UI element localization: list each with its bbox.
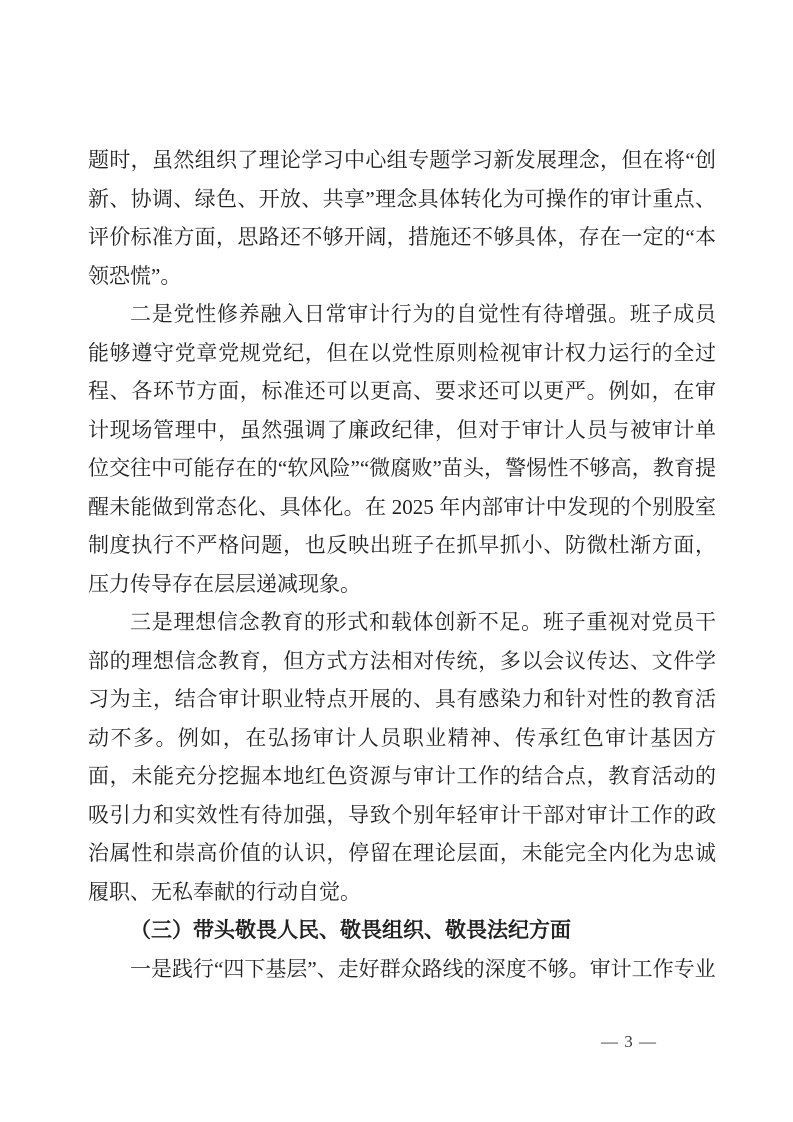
document-body bbox=[88, 141, 716, 988]
paragraph-continuation: 题时，虽然组织了理论学习中心组专题学习新发展理念，但在将“创新、协调、绿色、开放、共享”理念具体转化为可操作的审计重点、评价标准方面，思路还不够开阔，措施还不够具体，存在一定的“本领恐慌”。 bbox=[88, 148, 716, 288]
paragraph-third-point: 三是理想信念教育的形式和载体创新不足。班子重视对党员干部的理想信念教育，但方式方法相对传统，多以会议传达、文件学习为主，结合审计职业特点开展的、具有感染力和针对性的教育活动不多。例如，在弘扬审计人员职业精神、传承红色审计基因方面，未能充分挖掘本地红色资源与审计工作的结合点，教育活动的吸引力和实效性有待加强，导致个别年轻审计干部对审计工作的政治属性和崇高价值的认识，停留在理论层面，未能完全内化为忠诚履职、无私奉献的行动自觉。 bbox=[88, 610, 716, 904]
paragraph-second-point: 二是党性修养融入日常审计行为的自觉性有待增强。班子成员能够遵守党章党规党纪，但在以党性原则检视审计权力运行的全过程、各环节方面，标准还可以更高、要求还可以更严。例如，在审计现场管理中，虽然强调了廉政纪律，但对于审计人员与被审计单位交往中可能存在的“软风险”“微腐败”苗头，警惕性不够高，教育提醒未能做到常态化、具体化。在 2025 年内部审计中发现的个别股室制度执行不严格问题，也反映出班子在抓早抓小、防微杜渐方面，压力传导存在层层递减现象。 bbox=[88, 302, 716, 596]
section-heading: （三）带头敬畏人民、敬畏组织、敬畏法纪方面 bbox=[130, 918, 571, 942]
page-number: — 3 — bbox=[601, 1032, 657, 1051]
paragraph-first-point-next-section: 一是践行“四下基层”、走好群众路线的深度不够。审计工作专业 bbox=[130, 956, 716, 981]
